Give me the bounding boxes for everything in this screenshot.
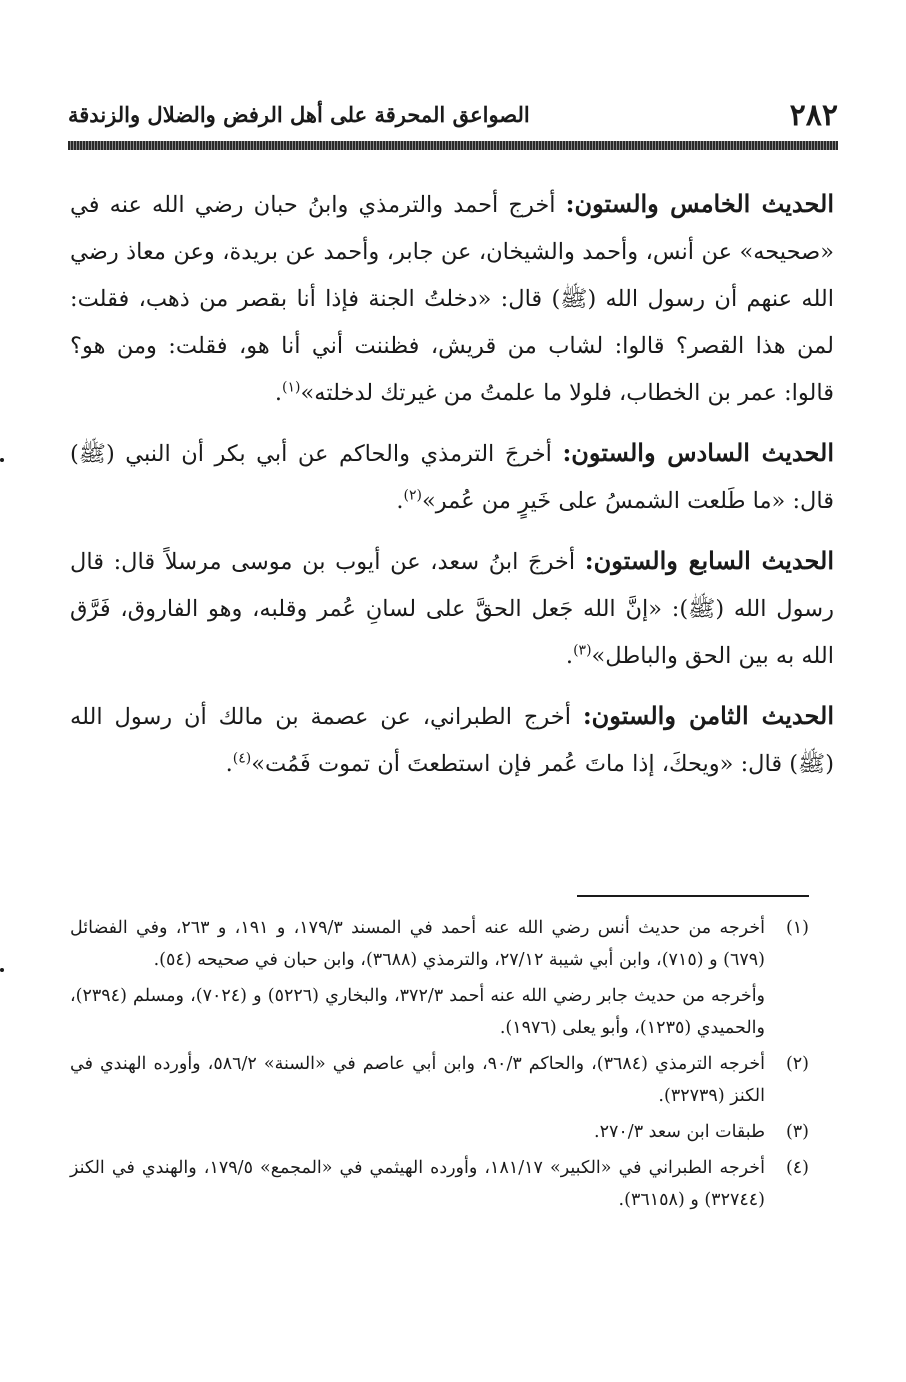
hadith-text: أخرج أحمد والترمذي وابنُ حبان رضي الله عنه في «صحيحه» عن أنس، وأحمد والشيخان، عن جابر، وأحمد عن بريدة، وعن معاذ رضي الله عنهم أن رسول الله (ﷺ) قال: «دخلتُ الجنة فإذا أنا بقصر من ذهب، فقلت: لمن هذا القصر؟ قالوا: لشاب من قريش، فظننت أني أنا هو، فقلت: ومن هو؟ قالوا: عمر بن الخطاب، فلولا ما علمتُ من غيرتك لدخلته»: [70, 192, 834, 406]
hadith-title: الحديث الثامن والستون:: [582, 701, 835, 730]
footnotes: [70, 912, 809, 1220]
hadith-66: [70, 429, 834, 525]
running-title: الصواعق المحرقة على أهل الرفض والضلال والزندقة: [68, 102, 530, 127]
footnote-number: (٤): [785, 1158, 809, 1178]
hadith-title: الحديث السادس والستون:: [562, 438, 834, 467]
footnote-1-continuation: [70, 980, 809, 1044]
hadith-text: أخرج الطبراني، عن عصمة بن مالك أن رسول الله (ﷺ) قال: «ويحكَ، إذا ماتَ عُمر فإن استطعتَ أن تموت فَمُت»: [70, 704, 834, 777]
footnote-number: (٣): [785, 1122, 809, 1142]
footnote-3: [70, 1116, 809, 1148]
scan-edge-mark: [0, 458, 4, 462]
footnote-ref[interactable]: (٢): [403, 487, 422, 504]
page-number: ٢٨٢: [789, 98, 838, 133]
hadith-title: الحديث السابع والستون:: [584, 546, 835, 575]
footnote-1: [70, 912, 809, 976]
hadith-text: أخرجَ الترمذي والحاكم عن أبي بكر أن النبي (ﷺ) قال: «ما طَلعت الشمسُ على خَيرٍ من عُمر»: [70, 441, 834, 514]
hadith-end: .: [565, 643, 574, 669]
main-text: [70, 180, 834, 800]
footnote-text: أخرجه الطبراني في «الكبير» ١٨١/١٧، وأورده الهيثمي في «المجمع» ١٧٩/٥، والهندي في الكنز (٣٢٧٤٤) و (٣٦١٥٨).: [70, 1158, 765, 1210]
footnote-number: (١): [785, 918, 809, 938]
footnote-number: (٢): [785, 1054, 809, 1074]
footnote-ref[interactable]: (١): [282, 379, 301, 396]
footnote-text: طبقات ابن سعد ٢٧٠/٣.: [594, 1122, 765, 1142]
footnote-2: [70, 1048, 809, 1112]
hadith-65: [70, 180, 834, 417]
hadith-68: [70, 692, 834, 788]
footnote-separator: [577, 895, 809, 897]
scan-edge-mark: [0, 968, 4, 972]
footnote-ref[interactable]: (٣): [573, 642, 592, 659]
footnote-text: أخرجه الترمذي (٣٦٨٤)، والحاكم ٩٠/٣، وابن أبي عاصم في «السنة» ٥٨٦/٢، وأورده الهندي في الكنز (٣٢٧٣٩).: [70, 1054, 765, 1106]
footnote-4: [70, 1152, 809, 1216]
hadith-title: الحديث الخامس والستون:: [565, 189, 834, 218]
hadith-text: أخرجَ ابنُ سعد، عن أيوب بن موسى مرسلاً قال: قال رسول الله (ﷺ): «إنَّ الله جَعل الحقَّ على لسانِ عُمر وقلبه، وهو الفاروق، فَرَّق الله به بين الحق والباطل»: [70, 549, 834, 669]
hadith-end: .: [396, 488, 404, 514]
page-header: [68, 96, 838, 136]
header-rule: [68, 141, 838, 150]
footnote-text: أخرجه من حديث أنس رضي الله عنه أحمد في المسند ١٧٩/٣، و ١٩١، و ٢٦٣، وفي الفضائل (٦٧٩) و (٧١٥)، وابن أبي شيبة ٢٧/١٢، والترمذي (٣٦٨٨)، وابن حبان في صحيحه (٥٤).: [70, 918, 766, 970]
footnote-text: وأخرجه من حديث جابر رضي الله عنه أحمد ٣٧٢/٣، والبخاري (٥٢٢٦) و (٧٠٢٤)، ومسلم (٢٣٩٤)، والحميدي (١٢٣٥)، وأبو يعلى (١٩٧٦).: [70, 986, 766, 1038]
hadith-end: .: [225, 751, 233, 777]
footnote-ref[interactable]: (٤): [232, 750, 252, 767]
hadith-67: [70, 537, 834, 680]
hadith-end: .: [274, 380, 283, 406]
